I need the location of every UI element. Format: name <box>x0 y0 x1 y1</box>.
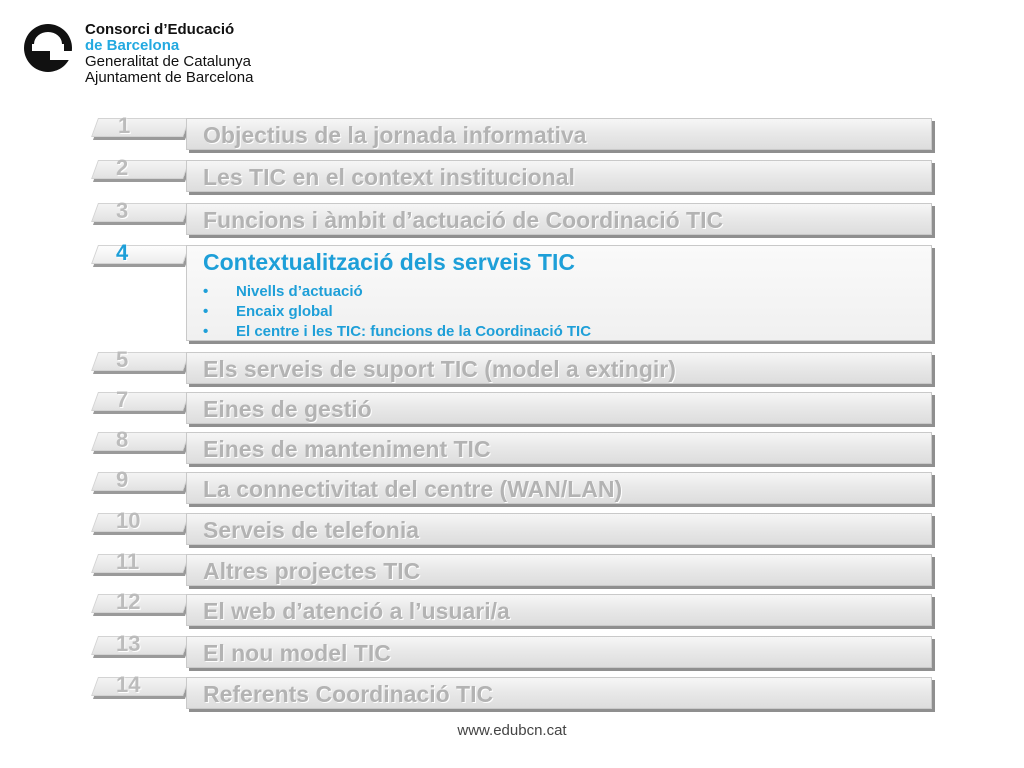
agenda-item[interactable] <box>98 155 934 192</box>
agenda-title: La connectivitat del centre (WAN/LAN) <box>203 476 623 502</box>
agenda-number-tab <box>91 432 190 451</box>
logo-e-icon <box>22 22 74 74</box>
logo-line-3: Generalitat de Catalunya <box>85 53 251 70</box>
agenda-item[interactable] <box>98 631 934 668</box>
agenda-number-tab <box>91 677 190 696</box>
agenda-number: 12 <box>116 589 141 614</box>
agenda-number: 7 <box>116 387 129 412</box>
agenda-bar <box>186 677 932 709</box>
agenda-title: Els serveis de suport TIC (model a extingir) <box>203 356 676 382</box>
agenda-item[interactable] <box>98 387 934 424</box>
agenda-number-tab <box>91 554 190 573</box>
agenda-number-tab <box>91 392 190 411</box>
logo-line-2: de Barcelona <box>85 37 180 54</box>
agenda-item[interactable] <box>98 113 934 150</box>
agenda-item[interactable] <box>98 467 934 504</box>
agenda-subitem: • Encaix global <box>203 302 591 322</box>
agenda-bar <box>186 554 932 586</box>
agenda-title: Serveis de telefonia <box>203 517 420 543</box>
agenda-bar <box>186 513 932 545</box>
agenda-number: 4 <box>116 240 129 265</box>
agenda-number: 8 <box>116 427 129 452</box>
footer-url[interactable]: www.edubcn.cat <box>457 722 567 739</box>
agenda-number-tab <box>91 636 190 655</box>
agenda-number: 9 <box>116 467 129 492</box>
logo-line-1: Consorci d’Educació <box>85 21 235 38</box>
agenda-bar <box>186 594 932 626</box>
agenda-number: 13 <box>116 631 141 656</box>
agenda-bar <box>186 160 932 192</box>
agenda-bar <box>186 472 932 504</box>
agenda-number-tab <box>91 594 190 613</box>
agenda-number: 3 <box>116 198 129 223</box>
agenda-number: 10 <box>116 508 141 533</box>
agenda-item[interactable] <box>98 427 934 464</box>
consorci-logo <box>22 22 262 92</box>
agenda-title: Contextualització dels serveis TIC <box>203 249 575 275</box>
agenda-item[interactable] <box>98 672 934 709</box>
agenda-item-active[interactable] <box>98 240 934 341</box>
agenda-bar <box>186 245 932 341</box>
agenda-bar <box>186 636 932 668</box>
agenda-number-tab <box>91 245 190 264</box>
agenda-subitem: • El centre i les TIC: funcions de la Coordinació TIC <box>203 322 591 342</box>
agenda-item[interactable] <box>98 508 934 545</box>
agenda-title: Les TIC en el context institucional <box>203 164 575 190</box>
agenda-title: Eines de manteniment TIC <box>203 436 491 462</box>
agenda-title: Altres projectes TIC <box>203 558 421 584</box>
agenda-item[interactable] <box>98 589 934 626</box>
agenda-title: Eines de gestió <box>203 396 372 422</box>
agenda-number-tab <box>91 352 190 371</box>
agenda-title: Objectius de la jornada informativa <box>203 122 587 148</box>
logo-text <box>85 22 253 86</box>
agenda-subitems <box>203 282 591 342</box>
agenda-bar <box>186 352 932 384</box>
agenda-number-tab <box>91 203 190 222</box>
agenda-item[interactable] <box>98 347 934 384</box>
agenda-number-tab <box>91 472 190 491</box>
agenda-title: Funcions i àmbit d’actuació de Coordinació TIC <box>203 207 724 233</box>
logo-line-4: Ajuntament de Barcelona <box>85 69 254 86</box>
agenda-number: 1 <box>118 113 131 138</box>
agenda-number-tab <box>91 160 190 179</box>
agenda-bar <box>186 392 932 424</box>
agenda-number-tab <box>91 513 190 532</box>
agenda-title: Referents Coordinació TIC <box>203 681 494 707</box>
agenda-bar <box>186 432 932 464</box>
agenda-title: El web d’atenció a l’usuari/a <box>203 598 510 624</box>
agenda-number: 14 <box>116 672 141 697</box>
agenda-number: 11 <box>116 549 140 574</box>
agenda-number: 2 <box>116 155 129 180</box>
agenda-title: El nou model TIC <box>203 640 391 666</box>
agenda-item[interactable] <box>98 549 934 586</box>
agenda-subitem: • Nivells d’actuació <box>203 282 591 302</box>
agenda-item[interactable] <box>98 198 934 235</box>
agenda-number-tab <box>91 118 190 137</box>
agenda-bar <box>186 203 932 235</box>
agenda-bar <box>186 118 932 150</box>
agenda-number: 5 <box>116 347 129 372</box>
